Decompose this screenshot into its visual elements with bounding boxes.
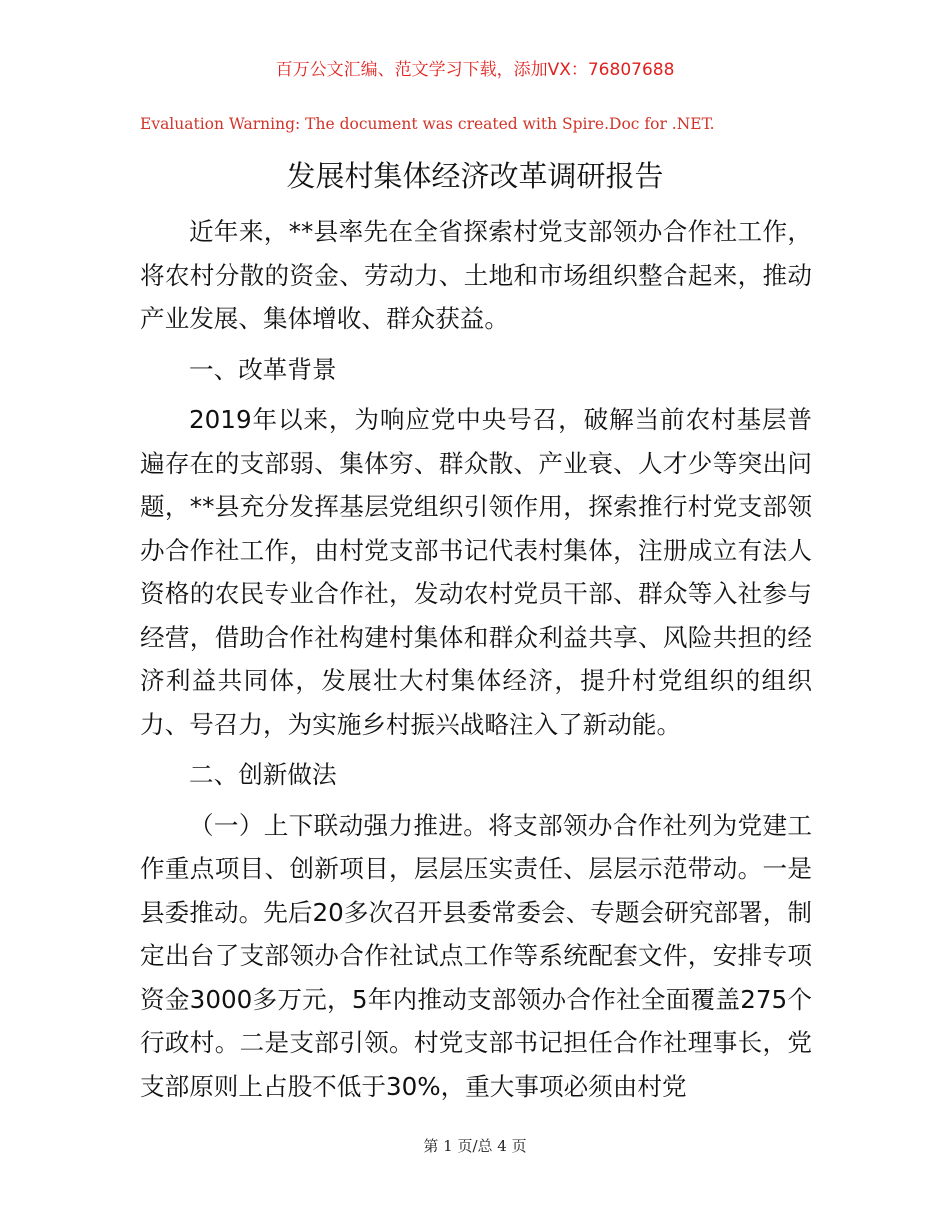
background-paragraph: 2019年以来，为响应党中央号召，破解当前农村基层普遍存在的支部弱、集体穷、群众散、产业衰、人才少等突出问题，**县充分发挥基层党组织引领作用，探索推行村党支部领办合作社工作，由村党支部书记代表村集体，注册成立有法人资格的农民专业合作社，发动农村党员干部、群众等入社参与经营，借助合作社构建村集体和群众利益共享、风险共担的经济利益共同体，发展壮大村集体经济，提升村党组织的组织力、号召力，为实施乡村振兴战略注入了新动能。 [140,405,812,739]
document-body [140,210,812,1108]
header-banner: 百万公文汇编、范文学习下载，添加VX：76807688 [275,60,675,80]
section-heading-practices: 二、创新做法 [189,760,337,789]
section-heading-background: 一、改革背景 [189,354,337,384]
intro-paragraph: 近年来，**县率先在全省探索村党支部领办合作社工作，将农村分散的资金、劳动力、土地和市场组织整合起来，推动产业发展、集体增收、群众获益。 [140,217,812,333]
page-number-footer: 第 1 页/总 4 页 [423,1137,527,1155]
evaluation-warning: Evaluation Warning: The document was created with Spire.Doc for .NET. [140,115,715,133]
document-title: 发展村集体经济改革调研报告 [286,159,664,193]
practices-paragraph: （一）上下联动强力推进。将支部领办合作社列为党建工作重点项目、创新项目，层层压实责任、层层示范带动。一是县委推动。先后20多次召开县委常委会、专题会研究部署，制定出台了支部领办合作社试点工作等系统配套文件，安排专项资金3000多万元，5年内推动支部领办合作社全面覆盖275个行政村。二是支部引领。村党支部书记担任合作社理事长，党支部原则上占股不低于30%，重大事项必须由村党 [140,810,812,1101]
